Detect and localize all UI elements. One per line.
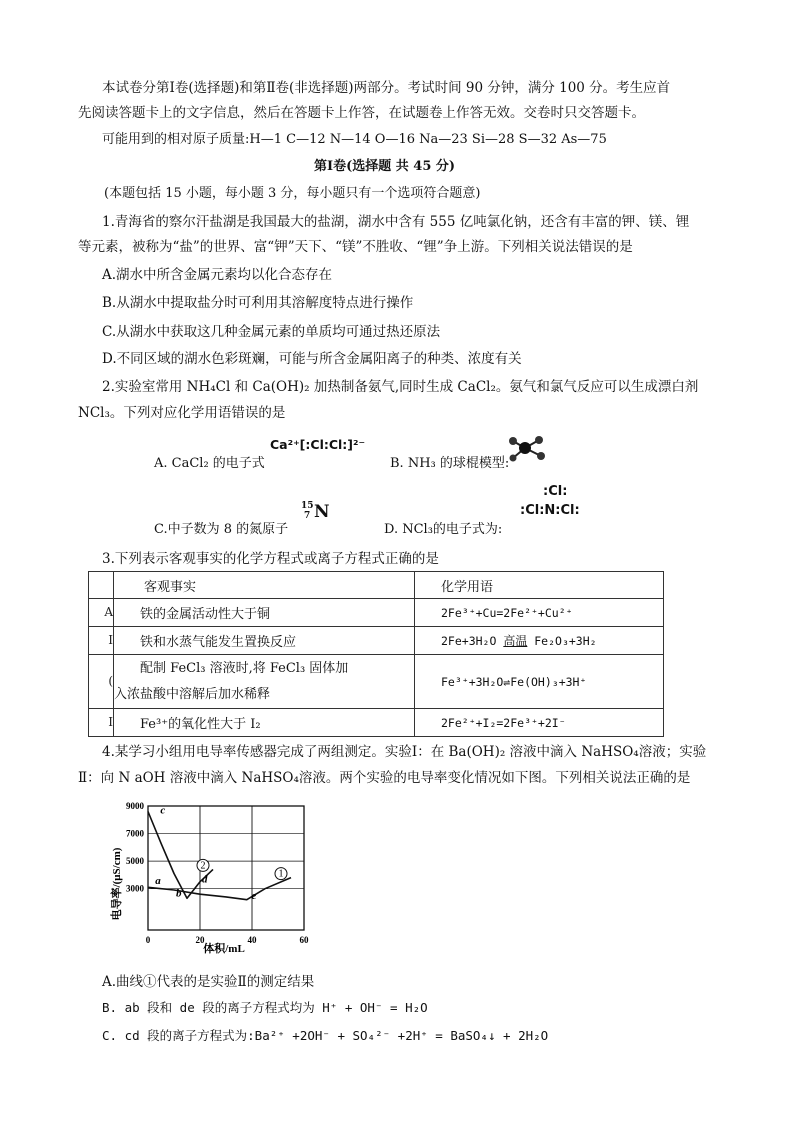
- row-label-fragment: (: [108, 674, 113, 688]
- y-tick-label: 7000: [126, 828, 144, 839]
- ncl3-top-cl: :Cl:: [543, 484, 568, 499]
- nitrogen-symbol: N: [314, 502, 330, 522]
- row-label-fragment: I: [108, 633, 113, 647]
- conductivity-chart: [104, 796, 324, 956]
- series-name-label: 2: [200, 860, 206, 872]
- row-fact-line-2: 入浓盐酸中溶解后加水稀释: [114, 686, 271, 702]
- q4-option-a: A.曲线①代表的是实验Ⅱ的测定结果: [102, 974, 315, 990]
- section-note: (本题包括 15 小题，每小题 3 分，每小题只有一个选项符合题意): [104, 186, 481, 201]
- x-axis-label: 体积/mL: [203, 943, 245, 955]
- chart-series: [148, 812, 291, 903]
- q1-stem-1: 1.青海省的察尔汗盐湖是我国最大的盐湖，湖水中含有 555 亿吨氯化钠，还含有丰富的钾、镁、锂: [102, 214, 690, 230]
- table-row: [89, 709, 664, 737]
- q4-stem-2: Ⅱ：向 N aOH 溶液中滴入 NaHSO₄溶液。两个实验的电导率变化情况如下图。下列相关说法正确的是: [78, 770, 691, 786]
- intro-line-2: 先阅读答题卡上的文字信息，然后在答题卡上作答，在试题卷上作答无效。交卷时只交答题卡。: [78, 105, 645, 121]
- row-equation: 2Fe³⁺+Cu=2Fe²⁺+Cu²⁺: [415, 599, 664, 627]
- point-label: b: [176, 887, 182, 900]
- intro-line-1: 本试卷分第Ⅰ卷(选择题)和第Ⅱ卷(非选择题)两部分。考试时间 90 分钟，满分 100 分。考生应首: [102, 80, 671, 96]
- q3-stem: 3.下列表示客观事实的化学方程式或离子方程式正确的是: [102, 551, 439, 567]
- q2-stem-1: 2.实验室常用 NH₄Cl 和 Ca(OH)₂ 加热制备氨气,同时生成 CaCl₂。氨气和氯气反应可以生成漂白剂: [102, 379, 699, 395]
- y-tick-label: 3000: [126, 883, 144, 894]
- table-header-fact: 客观事实: [114, 572, 415, 599]
- q1-option-b: B.从湖水中提取盐分时可利用其溶解度特点进行操作: [102, 295, 414, 311]
- q1-option-a: A.湖水中所含金属元素均以化合态存在: [102, 267, 333, 283]
- row-label-fragment: A: [104, 605, 113, 619]
- q2-option-b: B. NH₃ 的球棍模型:: [390, 456, 510, 471]
- table-header-equation: 化学用语: [415, 572, 664, 599]
- equation-products: Fe₂O₃+3H₂: [527, 634, 597, 648]
- series-name-label: 1: [278, 868, 284, 880]
- q1-option-c: C.从湖水中获取这几种金属元素的单质均可通过热还原法: [102, 324, 441, 340]
- y-tick-label: 9000: [126, 801, 144, 811]
- q4-option-b: B. ab 段和 de 段的离子方程式均为 H⁺ + OH⁻ = H₂O: [102, 1000, 428, 1015]
- point-label: e: [251, 890, 257, 903]
- q2-option-a: A. CaCl₂ 的电子式: [154, 456, 265, 471]
- equation-reactants: 2Fe+3H₂O: [441, 634, 504, 648]
- point-label: d: [202, 873, 208, 886]
- reaction-condition: 高温: [503, 634, 528, 648]
- atomic-masses: 可能用到的相对原子质量:H—1 C—12 N—14 O—16 Na—23 Si—28 S—32 As—75: [102, 132, 607, 147]
- q1-option-d: D.不同区域的湖水色彩斑斓，可能与所含金属阳离子的种类、浓度有关: [102, 351, 522, 367]
- x-tick-label: 60: [299, 935, 309, 945]
- table-header-blank: [89, 572, 114, 599]
- row-fact: 铁和水蒸气能发生置换反应: [114, 627, 415, 655]
- q1-stem-2: 等元素，被称为“盐”的世界、富“钾”天下、“镁”不胜收、“锂”争上游。下列相关说法错误的是: [78, 239, 633, 255]
- mass-number: 15: [301, 501, 314, 511]
- table-header-row: [89, 572, 664, 599]
- point-label: a: [155, 874, 161, 887]
- row-fact: [114, 655, 415, 709]
- q2-stem-2: NCl₃。下列对应化学用语错误的是: [78, 405, 286, 421]
- table-row: [89, 627, 664, 655]
- x-tick-label: 40: [247, 935, 257, 945]
- point-label: c: [160, 804, 166, 817]
- y-tick-label: 5000: [126, 856, 144, 867]
- q4-option-c: C. cd 段的离子方程式为:Ba²⁺ +2OH⁻ + SO₄²⁻ +2H⁺ = BaSO₄↓ + 2H₂O: [102, 1028, 549, 1043]
- y-axis-label: 电导率/(μS/cm): [111, 847, 123, 921]
- table-row: [89, 655, 664, 709]
- chart-labels: [155, 805, 256, 902]
- row-equation: 2Fe²⁺+I₂=2Fe³⁺+2I⁻: [415, 709, 664, 737]
- x-tick-label: 0: [145, 935, 151, 945]
- q3-table: [88, 571, 664, 737]
- cacl2-electron-formula: Ca²⁺[:Cl:Cl:]²⁻: [270, 437, 366, 452]
- row-fact: 铁的金属活动性大于铜: [114, 599, 415, 627]
- ncl3-middle-row: :Cl:N:Cl:: [520, 503, 580, 518]
- section-title: 第Ⅰ卷(选择题 共 45 分): [314, 159, 456, 174]
- nh3-ball-stick-model: [503, 434, 551, 468]
- x-tick-label: 20: [195, 935, 205, 945]
- q2-option-d: D. NCl₃的电子式为:: [384, 522, 503, 537]
- atomic-number: 7: [304, 511, 311, 521]
- q2-option-c: C.中子数为 8 的氮原子: [154, 522, 289, 537]
- row-fact: Fe³⁺的氧化性大于 I₂: [114, 709, 415, 737]
- row-fact-line-1: 配制 FeCl₃ 溶液时,将 FeCl₃ 固体加: [140, 660, 349, 676]
- row-equation: [415, 627, 664, 655]
- q4-stem-1: 4.某学习小组用电导率传感器完成了两组测定。实验Ⅰ：在 Ba(OH)₂ 溶液中滴入 NaHSO₄溶液；实验: [102, 744, 707, 760]
- row-equation: Fe³⁺+3H₂O⇌Fe(OH)₃+3H⁺: [415, 655, 664, 709]
- table-row: [89, 599, 664, 627]
- row-label-fragment: I: [108, 715, 113, 729]
